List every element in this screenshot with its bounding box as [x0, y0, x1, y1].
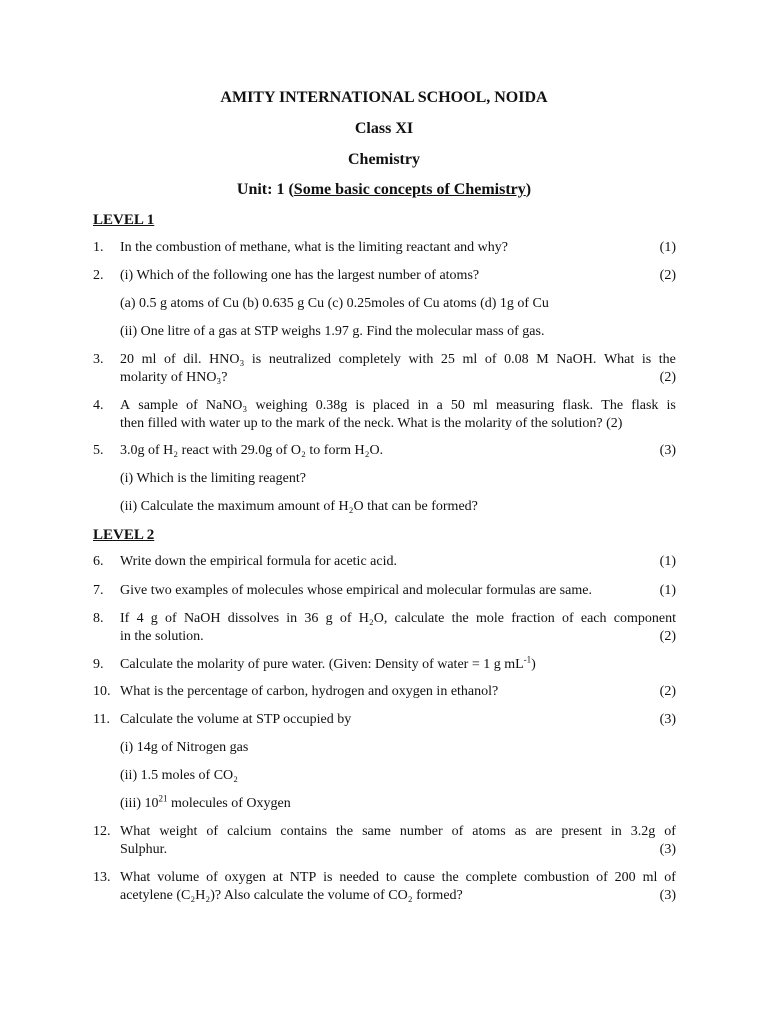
word: needed [339, 870, 380, 885]
word: sample [138, 398, 178, 413]
word: of [186, 398, 198, 413]
class-title: Class XI [354, 120, 414, 137]
question-marks: (3) [659, 712, 676, 727]
word: What [120, 870, 151, 885]
word: calculate [394, 611, 445, 626]
word: of [206, 824, 219, 839]
word: dissolves [227, 611, 280, 626]
word: cause [403, 870, 435, 885]
question-number: 12. [93, 824, 111, 839]
word: contains [280, 824, 328, 839]
level-2-heading: LEVEL 2 [93, 527, 155, 543]
justified-line [120, 610, 676, 628]
word: 25 [440, 352, 455, 367]
word: in [286, 611, 298, 626]
word: What [120, 824, 151, 839]
word: with [408, 352, 434, 367]
word: measuring [495, 398, 555, 413]
word: placed [372, 398, 410, 413]
word: M [536, 352, 549, 367]
question-text: (i) 14g of Nitrogen gas [120, 740, 249, 755]
question-text: In the combustion of methane, what is the limiting reactant and why? [120, 240, 509, 255]
question-number: 5. [93, 443, 104, 458]
question-text: (i) Which of the following one has the largest number of atoms? [120, 268, 480, 283]
word: neutralized [268, 352, 332, 367]
question-text: molarity of HNO₃? [120, 370, 228, 385]
question-text: then filled with water up to the mark of the neck. What is the molarity of the solution? (2) [120, 416, 623, 431]
question-number: 10. [93, 684, 111, 699]
question-marks: (2) [659, 629, 676, 644]
word: 20 [120, 352, 134, 367]
question-text: (ii) 1.5 moles of CO₂ [120, 768, 239, 783]
question-number: 4. [93, 398, 104, 413]
question-text: What is the percentage of carbon, hydrogen and oxygen in ethanol? [120, 684, 499, 699]
word: mole [475, 611, 504, 626]
word: 50 [450, 398, 465, 413]
word: volume [157, 870, 200, 885]
word: complete [465, 870, 517, 885]
word: of [664, 870, 676, 885]
word: is [355, 398, 365, 413]
word: of [664, 824, 676, 839]
word: ml [642, 870, 658, 885]
question-text: (i) Which is the limiting reagent? [120, 471, 306, 486]
word: completely [338, 352, 401, 367]
word: the [336, 824, 354, 839]
subject-title: Chemistry [348, 151, 420, 168]
word: weight [159, 824, 198, 839]
question-text: Calculate the molarity of pure water. (Given: Density of water = 1 g $mL^{-1}$) [120, 654, 536, 672]
question-marks: (3) [659, 888, 676, 903]
word: of [163, 352, 176, 367]
question-marks: (2) [659, 370, 676, 385]
word: is [641, 352, 652, 367]
school-name: AMITY INTERNATIONAL SCHOOL, NOIDA [220, 89, 548, 106]
word: HNO₃ [209, 352, 245, 367]
word: is [323, 870, 333, 885]
justified-line [120, 397, 676, 415]
word: g [150, 611, 158, 626]
word: each [580, 611, 607, 626]
word: atoms [472, 824, 506, 839]
unit-title: Unit: 1 (Some basic concepts of Chemistry) [236, 181, 532, 198]
word: A [120, 398, 131, 413]
word: If [120, 611, 130, 626]
word: NaOH [183, 611, 221, 626]
question-number: 2. [93, 268, 104, 283]
word: dil. [183, 352, 202, 367]
word: 0.08 [504, 352, 529, 367]
word: 4 [136, 611, 144, 626]
justified-line [120, 351, 676, 369]
word: of [596, 870, 608, 885]
word: in [417, 398, 429, 413]
level-1-heading: LEVEL 1 [93, 212, 155, 228]
question-number: 11. [93, 712, 110, 727]
word: calcium [227, 824, 272, 839]
question-number: 3. [93, 352, 104, 367]
word: flask. [562, 398, 594, 413]
word: the [658, 352, 676, 367]
question-number: 7. [93, 583, 104, 598]
word: oxygen [224, 870, 266, 885]
word: number [399, 824, 443, 839]
word: 3.2g [630, 824, 656, 839]
question-number: 9. [93, 657, 104, 672]
question-text: in the solution. [120, 629, 204, 644]
word: of [484, 352, 497, 367]
word: a [436, 398, 443, 413]
question-marks: (3) [659, 443, 676, 458]
word: same [362, 824, 391, 839]
word: present [561, 824, 602, 839]
word: the [441, 870, 459, 885]
question-text: Calculate the volume at STP occupied by [120, 712, 352, 727]
word: 0.38g [315, 398, 348, 413]
word: to [385, 870, 397, 885]
word: H₂O, [358, 611, 388, 626]
word: ml [462, 352, 478, 367]
word: 36 [304, 611, 319, 626]
word: are [535, 824, 553, 839]
word: in [610, 824, 622, 839]
question-number: 13. [93, 870, 111, 885]
question-text: (ii) One litre of a gas at STP weighs 1.97 g. Find the molecular mass of gas. [120, 324, 545, 339]
word: of [206, 870, 218, 885]
word: NTP [289, 870, 317, 885]
question-marks: (2) [659, 268, 676, 283]
word: is [251, 352, 262, 367]
question-text: 3.0g of H₂ react with 29.0g of O₂ to form H₂O. [120, 443, 384, 458]
question-text: (ii) Calculate the maximum amount of H₂O that can be formed? [120, 499, 478, 514]
question-number: 1. [93, 240, 104, 255]
question-marks: (2) [659, 684, 676, 699]
word: component [613, 611, 676, 626]
question-text: Write down the empirical formula for acetic acid. [120, 554, 397, 569]
justified-line [120, 869, 676, 887]
word: the [451, 611, 469, 626]
question-number: 8. [93, 611, 104, 626]
word: of [339, 611, 352, 626]
word: The [601, 398, 624, 413]
word: at [272, 870, 283, 885]
word: ml [473, 398, 488, 413]
word: g [325, 611, 333, 626]
question-marks: (1) [659, 240, 676, 255]
word: What [603, 352, 635, 367]
word: is [666, 398, 676, 413]
word: ml [141, 352, 157, 367]
question-marks: (1) [659, 583, 676, 598]
question-marks: (3) [659, 842, 676, 857]
question-marks: (1) [659, 554, 676, 569]
question-text: Give two examples of molecules whose empirical and molecular formulas are same. [120, 583, 592, 598]
question-text: (iii) $10^{21}$ molecules of Oxygen [120, 793, 291, 811]
word: combustion [523, 870, 590, 885]
word: of [165, 611, 177, 626]
word: weighing [255, 398, 308, 413]
option-text: (a) 0.5 g atoms of Cu (b) 0.635 g Cu (c) 0.25moles of Cu atoms (d) 1g of Cu [120, 296, 549, 311]
word: as [514, 824, 527, 839]
word: flask [631, 398, 659, 413]
word: of [561, 611, 574, 626]
justified-line [120, 823, 676, 841]
word: fraction [511, 611, 555, 626]
word: 200 [614, 870, 636, 885]
question-text: Sulphur. [120, 842, 168, 857]
word: NaNO₃ [205, 398, 248, 413]
question-number: 6. [93, 554, 104, 569]
word: of [451, 824, 464, 839]
unit-title-underlined: Some basic concepts of Chemistry [293, 181, 526, 198]
question-text: acetylene (C₂H₂)? Also calculate the volume of CO₂ formed? [120, 888, 463, 903]
word: NaOH. [556, 352, 597, 367]
